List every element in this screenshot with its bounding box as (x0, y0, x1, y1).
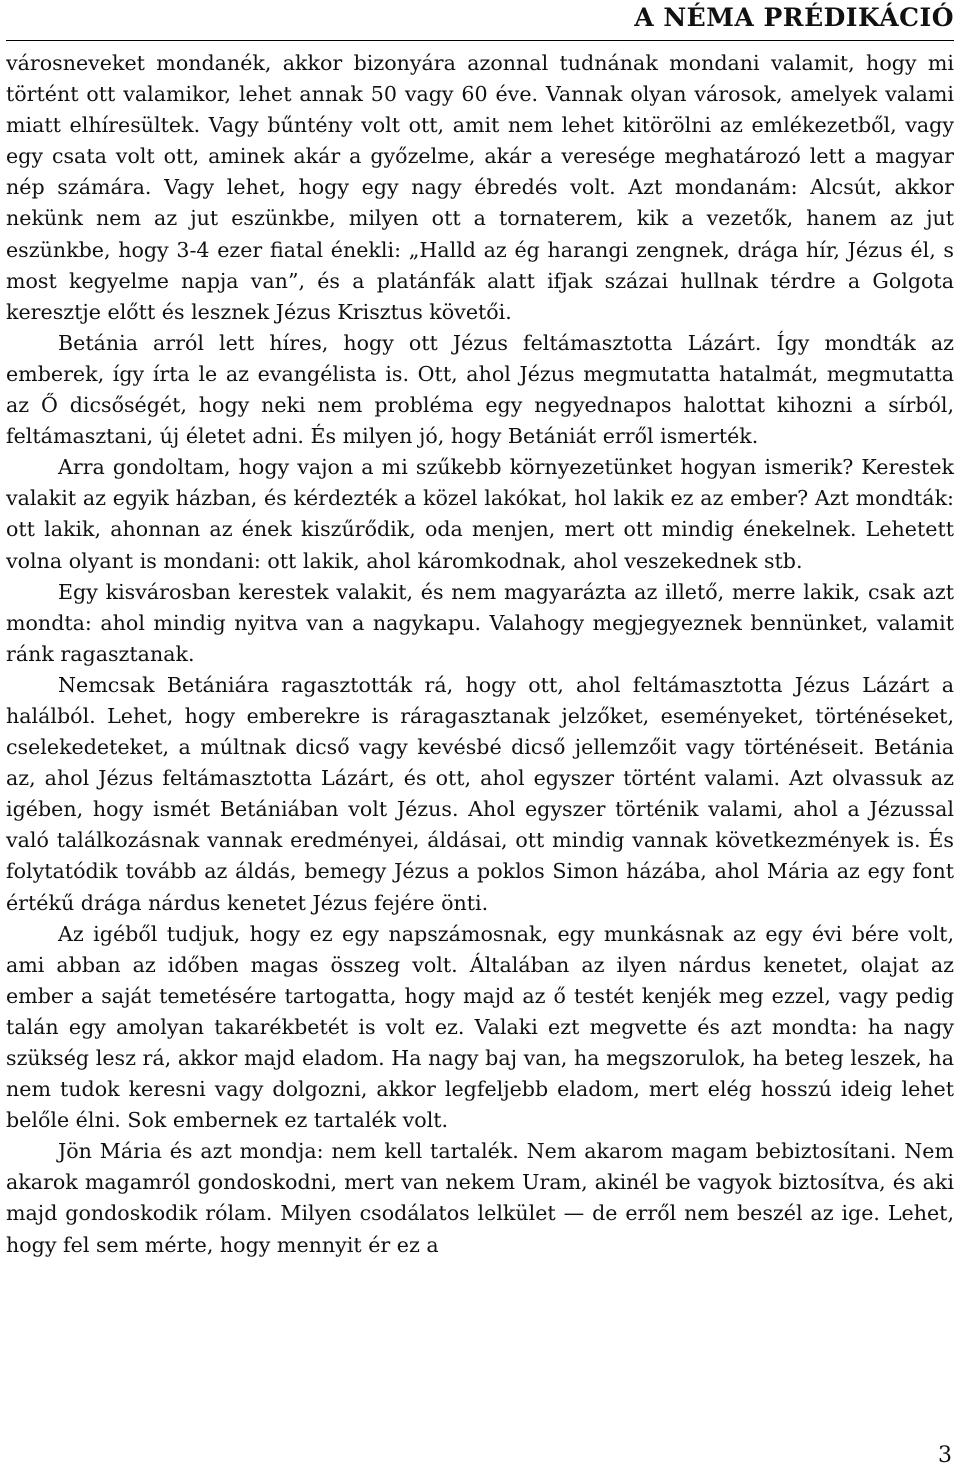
paragraph: Jön Mária és azt mondja: nem kell tartalék. Nem akarom magam bebiztosítani. Nem akarok magamról gondoskodni, mert van nekem Uram, akinél be vagyok biztosítva, és aki majd gondoskodik rólam. Milyen csodálatos lelkület — de erről nem beszél az ige. Lehet, hogy fel sem mérte, hogy mennyit ér ez a (6, 1139, 954, 1257)
paragraph: Egy kisvárosban kerestek valakit, és nem magyarázta az illető, merre lakik, csak azt mondta: ahol mindig nyitva van a nagykapu. Valahogy megjegyeznek bennünket, valamit ránk ragasztanak. (6, 579, 954, 666)
paragraph: Az igéből tudjuk, hogy ez egy napszámosnak, egy munkásnak az egy évi bére volt, ami abban az időben magas összeg volt. Általában az ilyen nárdus kenetet, olajat az ember a saját temetésére tartogatta, hogy majd az ő testét kenjék meg ezzel, vagy pedig talán egy amolyan takarékbetét is volt ez. Valaki ezt megvette és azt mondta: ha nagy szükség lesz rá, akkor majd eladom. Ha nagy baj van, ha megszorulok, ha beteg leszek, ha nem tudok keresni vagy dolgozni, akkor legfeljebb eladom, mert elég hosszú ideig lehet belőle élni. Sok embernek ez tartalék volt. (6, 921, 954, 1133)
page-number: 3 (938, 1443, 952, 1468)
paragraph: Nemcsak Betániára ragasztották rá, hogy ott, ahol feltámasztotta Jézus Lázárt a halálból. Lehet, hogy emberekre is ráragasztanak jelzőket, eseményeket, történéseket, cselekedeteket, a múltnak dicső vagy kevésbé dicső jellemzőit vagy történéseit. Betánia az, ahol Jézus feltámasztotta Lázárt, és ott, ahol egyszer történt valami. Azt olvassuk az igében, hogy ismét Betániában volt Jézus. Ahol egyszer történik valami, ahol a Jézussal való találkozásnak vannak eredményei, áldásai, ott mindig vannak következmények is. És folytatódik tovább az áldás, bemegy Jézus a poklos Simon házába, ahol Mária az egy font értékű drága nárdus kenetet Jézus fejére önti. (6, 672, 954, 915)
paragraph: Betánia arról lett híres, hogy ott Jézus feltámasztotta Lázárt. Így mondták az emberek, így írta le az evangélista is. Ott, ahol Jézus megmutatta hatalmát, megmutatta az Ő dicsőségét, hogy neki nem probléma egy negyednapos halottat kihozni a sírból, feltámasztani, új életet adni. És milyen jó, hogy Betániát erről ismerték. (6, 330, 954, 449)
paragraph: városneveket mondanék, akkor bizonyára azonnal tudnának mondani valamit, hogy mi történt ott valamikor, lehet annak 50 vagy 60 éve. Vannak olyan városok, amelyek valami miatt elhíresültek. Vagy bűntény volt ott, amit nem lehet kitörölni az emlékezetből, vagy egy csata volt ott, aminek akár a győzelme, akár a veresége meghatározó lett a magyar nép számára. Vagy lehet, hogy egy nagy ébredés volt. Azt mondanám: Alcsút, akkor nekünk nem az jut eszünkbe, milyen ott a tornaterem, kik a vezetők, hanem az jut eszünkbe, hogy 3-4 ezer fiatal énekli: „Halld az ég harangi zengnek, drága hír, Jézus él, s most kegyelme napja van”, és a platánfák alatt ifjak százai hullnak térdre a Golgota keresztje előtt és lesznek Jézus Krisztus követői. (6, 51, 954, 324)
running-title: A NÉMA PRÉDIKÁCIÓ (634, 3, 954, 32)
body-text (6, 48, 954, 1261)
page-header (6, 0, 954, 41)
paragraph: Arra gondoltam, hogy vajon a mi szűkebb környezetünket hogyan ismerik? Kerestek valakit az egyik házban, és kérdezték a közel lakókat, hol lakik ez az ember? Azt mondták: ott lakik, ahonnan az ének kiszűrődik, oda menjen, mert ott mindig énekelnek. Lehetett volna olyant is mondani: ott lakik, ahol káromkodnak, ahol veszekednek stb. (6, 455, 954, 573)
